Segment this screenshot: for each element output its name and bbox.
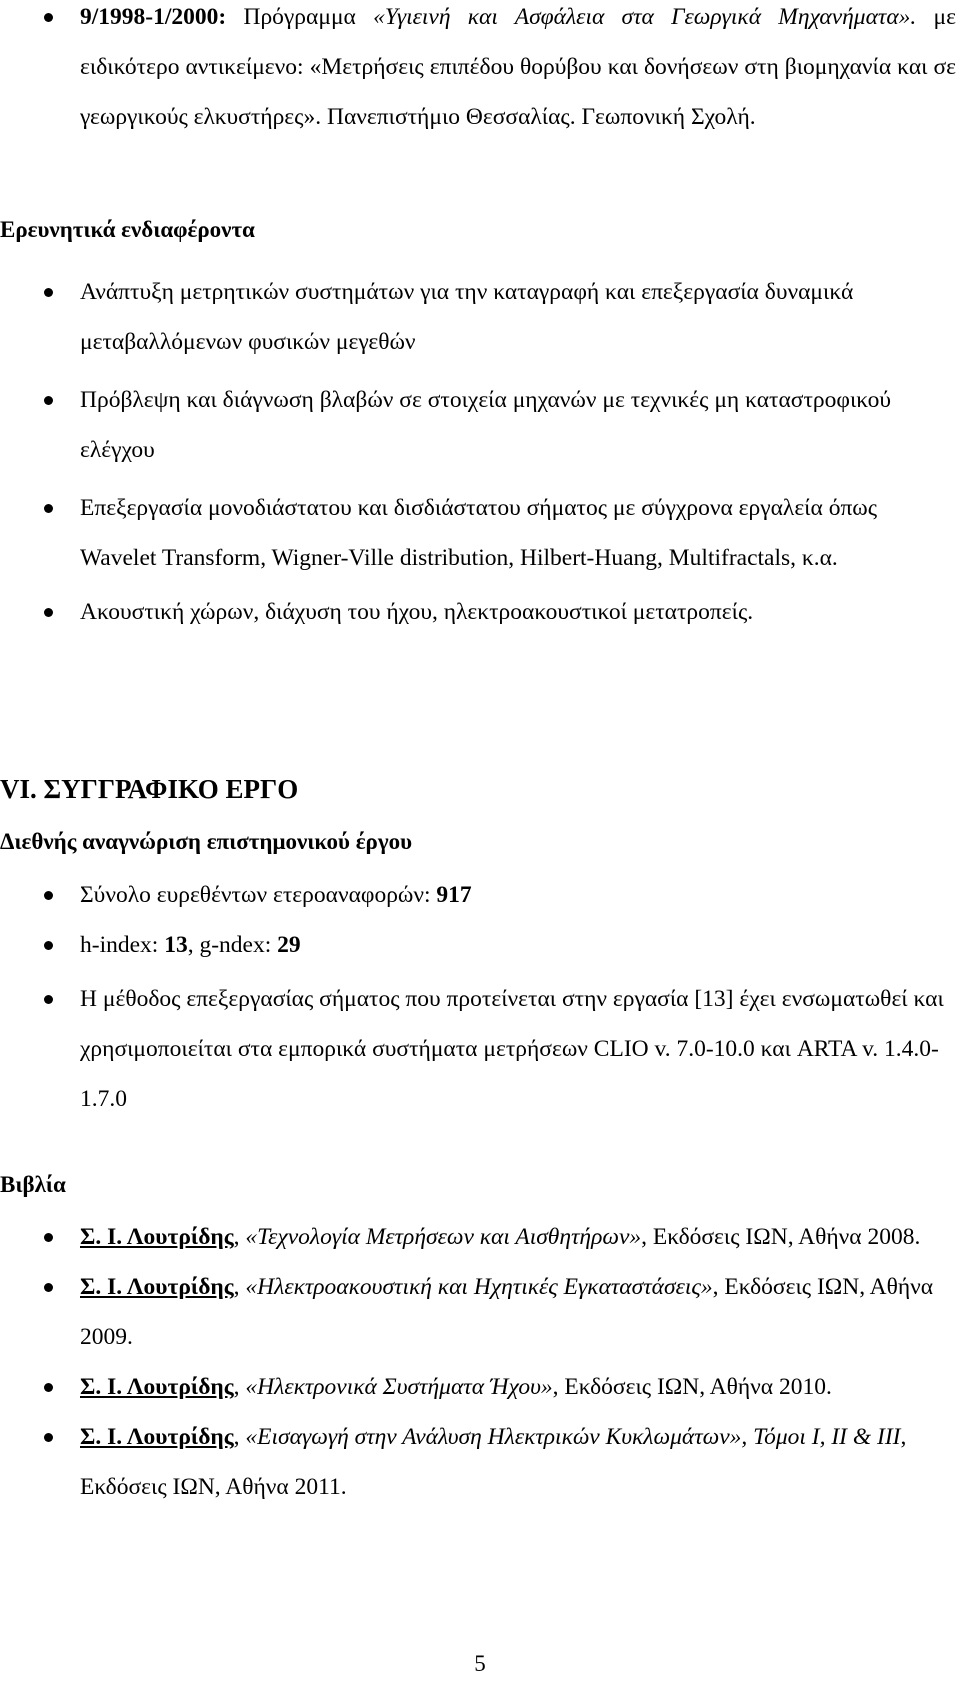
book-author: Σ. Ι. Λουτρίδης [80, 1224, 234, 1250]
bullet-icon [44, 941, 53, 950]
hindex-value: 13 [164, 932, 188, 958]
book-author: Σ. Ι. Λουτρίδης [80, 1424, 234, 1450]
project-title: «Υγιεινή και Ασφάλεια στα Γεωργικά Μηχανήματα». [373, 4, 917, 30]
book-author: Σ. Ι. Λουτρίδης [80, 1274, 234, 1300]
bullet-icon [44, 1433, 53, 1442]
page-number: 5 [474, 1651, 486, 1676]
book-item [0, 1262, 960, 1362]
book-title: «Τεχνολογία Μετρήσεων και Αισθητήρων» [245, 1224, 642, 1250]
research-list [0, 267, 960, 637]
bullet-icon [44, 1383, 53, 1392]
list-item [0, 483, 960, 583]
bullet-icon [44, 288, 53, 297]
bullet-icon [44, 608, 53, 617]
books-heading: Βιβλία [0, 1172, 66, 1197]
book-author: Σ. Ι. Λουτρίδης [80, 1374, 234, 1400]
book-publisher: , Εκδόσεις ΙΩΝ, Αθήνα 2008. [641, 1224, 921, 1250]
book-title: «Ηλεκτρονικά Συστήματα Ήχου» [245, 1374, 553, 1400]
gindex-label: , g-ndex: [187, 932, 278, 958]
book-title: «Εισαγωγή στην Ανάλυση Ηλεκτρικών Κυκλωμάτων», Τόμοι I, II & III [245, 1424, 901, 1450]
bullet-icon [44, 995, 53, 1004]
project-description: με ειδικότερο αντικείμενο: «Μετρήσεις επιπέδου θορύβου και δονήσεων στη βιομηχανία και σε γεωργικούς ελκυστήρες». Πανεπιστήμιο Θεσσαλίας. Γεωπονική Σχολή. [80, 4, 957, 130]
recognition-list [0, 870, 960, 1124]
book-publisher: , Εκδόσεις ΙΩΝ, Αθήνα 2011. [80, 1424, 907, 1500]
hindex-label: h-index: [80, 932, 165, 958]
bullet-icon [44, 504, 53, 513]
books-list [0, 1212, 960, 1512]
book-item [0, 1212, 960, 1262]
list-item [0, 375, 960, 475]
project-code: 9/1998-1/2000: [80, 4, 227, 30]
book-publisher: , Εκδόσεις ΙΩΝ, Αθήνα 2010. [552, 1374, 832, 1400]
book-sep: , [233, 1374, 246, 1400]
research-item: Ανάπτυξη μετρητικών συστημάτων για την καταγραφή και επεξεργασία δυναμικά μεταβαλλόμενων φυσικών μεγεθών [80, 279, 854, 355]
book-item [0, 1362, 960, 1412]
citations-label: Σύνολο ευρεθέντων ετεροαναφορών: [80, 882, 437, 908]
citations-value: 917 [436, 882, 472, 908]
list-item [0, 920, 960, 970]
book-item [0, 1412, 960, 1512]
gindex-value: 29 [277, 932, 301, 958]
list-item [0, 267, 960, 367]
book-sep: , [233, 1274, 246, 1300]
list-item [0, 0, 960, 142]
bullet-icon [44, 13, 53, 22]
bullet-icon [44, 396, 53, 405]
recognition-heading: Διεθνής αναγνώριση επιστημονικού έργου [0, 829, 413, 854]
list-item [0, 587, 960, 637]
book-publisher: , Εκδόσεις ΙΩΝ, Αθήνα 2009. [80, 1274, 934, 1350]
list-item [0, 870, 960, 920]
section-title: VI. ΣΥΓΓΡΑΦΙΚΟ ΕΡΓΟ [0, 774, 299, 804]
project-list [0, 0, 960, 142]
book-sep: , [233, 1224, 246, 1250]
research-item: Ακουστική χώρων, διάχυση του ήχου, ηλεκτροακουστικοί μετατροπείς. [80, 599, 754, 625]
research-item: Πρόβλεψη και διάγνωση βλαβών σε στοιχεία μηχανών με τεχνικές μη καταστροφικού ελέγχου [80, 387, 891, 463]
bullet-icon [44, 1283, 53, 1292]
project-program: Πρόγραμμα [243, 4, 356, 30]
bullet-icon [44, 1233, 53, 1242]
book-title: «Ηλεκτροακουστική και Ηχητικές Εγκαταστάσεις» [245, 1274, 713, 1300]
method-text: Η μέθοδος επεξεργασίας σήματος που προτείνεται στην εργασία [13] έχει ενσωματωθεί και χρησιμοποιείται στα εμπορικά συστήματα μετρήσεων CLIO v. 7.0-10.0 και ARTA v. 1.4.0-1.7.0 [80, 986, 944, 1112]
research-heading: Ερευνητικά ενδιαφέροντα [0, 217, 255, 242]
research-item: Επεξεργασία μονοδιάστατου και δισδιάστατου σήματος με σύγχρονα εργαλεία όπως Wavelet Transform, Wigner-Ville distribution, Hilbert-Huang, Multifractals, κ.α. [80, 495, 878, 571]
list-item [0, 974, 960, 1124]
bullet-icon [44, 891, 53, 900]
book-sep: , [233, 1424, 246, 1450]
